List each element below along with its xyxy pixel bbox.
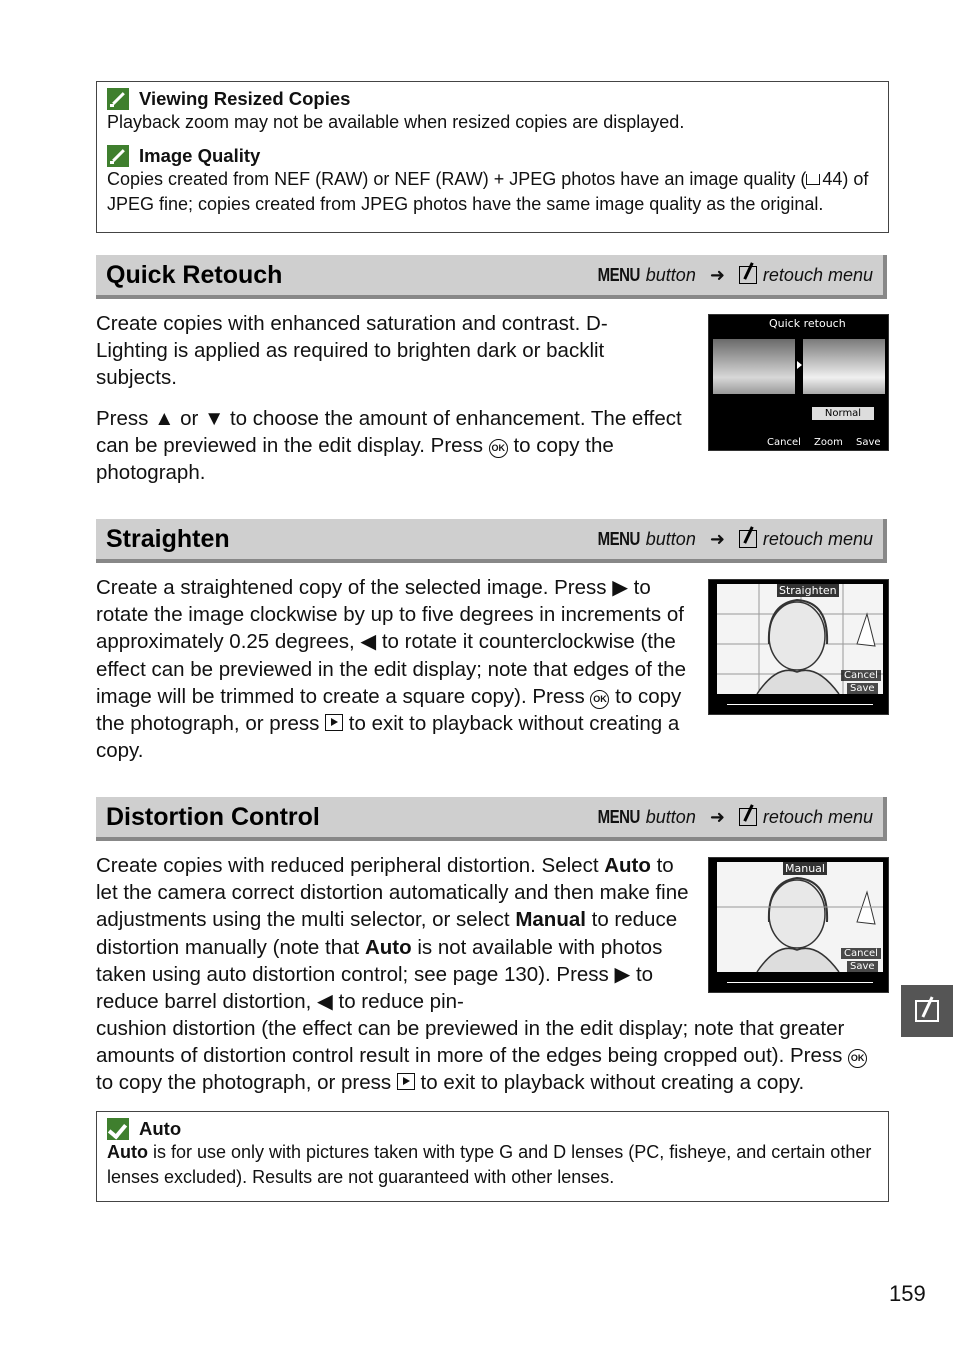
note-box-top xyxy=(96,81,889,233)
note-title-quality xyxy=(107,145,878,167)
menu-path: MENU button ➜ retouch menu xyxy=(597,806,873,828)
retouch-chapter-tab xyxy=(901,985,953,1037)
section-banner-quick-retouch xyxy=(96,255,887,299)
note-body-quality: Copies created from NEF (RAW) or NEF (RAW) + JPEG photos have an image quality ( 44) of JPEG fine; copies created from JPEG photos have the same image quality as the original. xyxy=(107,169,869,214)
triangle-right-icon xyxy=(797,361,802,369)
arrow-right-icon: ➜ xyxy=(709,528,725,549)
retouch-menu-icon xyxy=(739,808,757,826)
rotation-scale xyxy=(727,704,873,705)
note-title-resized-text: Viewing Resized Copies xyxy=(139,88,351,109)
menu-button-label: MENU xyxy=(597,264,640,286)
section-title: Distortion Control xyxy=(106,802,320,831)
note-title-resized xyxy=(107,88,878,110)
menu-path: MENU button ➜ retouch menu xyxy=(597,528,873,550)
quick-retouch-screen xyxy=(708,314,889,451)
section-title: Straighten xyxy=(106,524,230,553)
save-hint: Save xyxy=(847,683,878,694)
book-icon xyxy=(806,174,820,185)
note-title-auto xyxy=(107,1118,878,1140)
note-title-quality-text: Image Quality xyxy=(139,145,261,166)
arrow-right-icon: ➜ xyxy=(709,806,725,827)
cancel-hint: Cancel xyxy=(841,670,881,681)
save-hint: Save xyxy=(847,961,878,972)
ok-button-icon: OK xyxy=(590,690,609,709)
straighten-para: Create a straightened copy of the selected image. Press ▶ to rotate the image clockwise by up to five degrees in increments of approximately 0.25 degrees, ◀ to rotate it counterclockwise (the effect can be previewed in the edit display; note that edges of the image will be trimmed to create a square copy). Press OK to copy the photograph, or press to exit to playback without creating a copy. xyxy=(96,576,686,763)
page-number: 159 xyxy=(889,1281,926,1306)
cancel-hint: Cancel xyxy=(841,948,881,959)
playback-button-icon xyxy=(397,1073,415,1090)
retouch-menu-icon xyxy=(915,1000,939,1022)
playback-button-icon xyxy=(325,714,343,731)
preview-before xyxy=(713,339,795,394)
section-banner-straighten xyxy=(96,519,887,563)
section-title: Quick Retouch xyxy=(106,260,283,289)
screen-title: Manual xyxy=(785,862,825,875)
zoom-hint: Zoom xyxy=(811,437,846,448)
menu-button-label: MENU xyxy=(597,528,640,550)
distortion-para-full: cushion distortion (the effect can be previewed in the edit display; note that greater amounts of distortion control result in more of the edges being cropped out). Press OK to copy the photograph, or press to exit to playback without creating a copy. xyxy=(96,1015,889,1097)
note-title-auto-text: Auto xyxy=(139,1118,182,1139)
distortion-screen xyxy=(708,857,889,993)
pencil-note-icon xyxy=(107,88,129,110)
section-banner-distortion xyxy=(96,797,887,841)
arrow-right-icon: ➜ xyxy=(709,264,725,285)
note-body-auto: Auto is for use only with pictures taken with type G and D lenses (PC, fisheye, and certain other lenses excluded). Results are not guaranteed with other lenses. xyxy=(107,1142,872,1187)
check-note-icon xyxy=(107,1118,129,1140)
preview-after xyxy=(803,339,885,394)
screen-title: Quick retouch xyxy=(769,317,846,330)
straighten-screen xyxy=(708,579,889,715)
retouch-menu-icon xyxy=(739,266,757,284)
distortion-para-wrap: Create copies with reduced peripheral distortion. Select Auto to let the camera correct distortion automatically and then make fine adjustments using the multi selector, or select Manual to reduce distortion manually (note that Auto is not available with photos taken using auto distortion control; see page 130). Press ▶ to reduce barrel distortion, ◀ to reduce pin- xyxy=(96,854,689,1014)
level-select: Normal xyxy=(812,407,874,420)
ok-button-icon: OK xyxy=(848,1049,867,1068)
note-body-resized: Playback zoom may not be available when resized copies are displayed. xyxy=(107,112,685,132)
menu-button-label: MENU xyxy=(597,806,640,828)
distortion-scale xyxy=(727,982,873,983)
pencil-note-icon xyxy=(107,145,129,167)
note-box-auto xyxy=(96,1111,889,1202)
save-hint: Save xyxy=(853,437,884,448)
retouch-menu-icon xyxy=(739,530,757,548)
quick-retouch-para-1: Create copies with enhanced saturation and contrast. D-Lighting is applied as required to brighten dark or backlit subjects. xyxy=(96,312,608,390)
ok-button-icon: OK xyxy=(489,439,508,458)
quick-retouch-para-2: Press ▲ or ▼ to choose the amount of enhancement. The effect can be previewed in the edit display. Press OK to copy the photograph. xyxy=(96,407,682,485)
cancel-hint: Cancel xyxy=(764,437,804,448)
menu-path: MENU button ➜ retouch menu xyxy=(597,264,873,286)
screen-title: Straighten xyxy=(779,584,837,597)
